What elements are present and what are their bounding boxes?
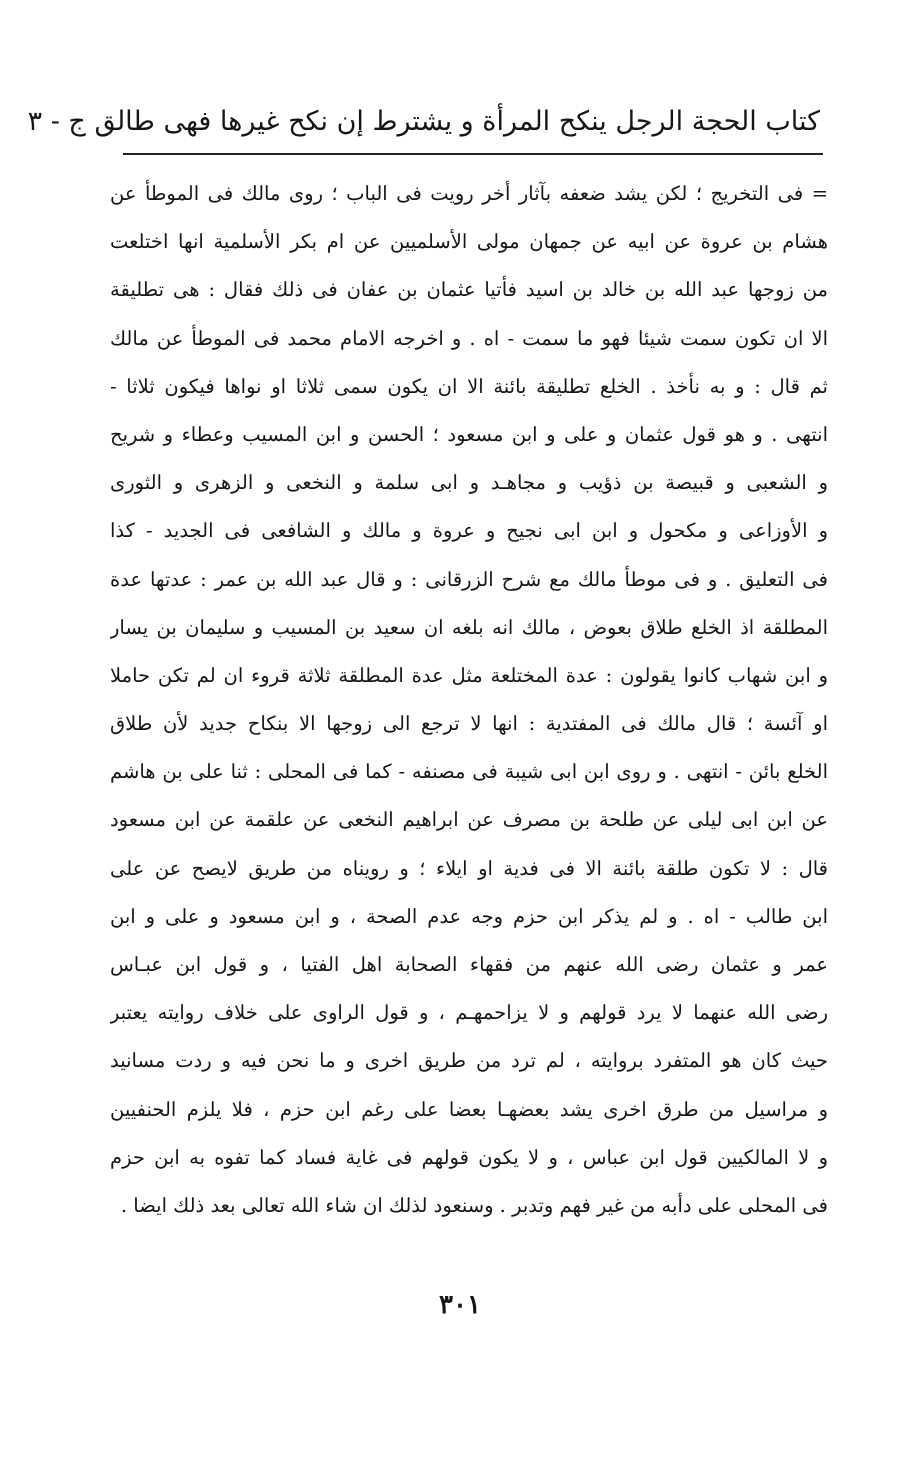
text-line: انتهى . و هو قول عثمان و على و ابن مسعود ؛ الحسن و ابن المسيب وعطاء و شريح — [110, 422, 828, 446]
text-line: الخلع بائن - انتهى . و روى ابن ابى شيبة فى مصنفه - كما فى المحلى : ثنا على بن هاشم — [110, 760, 828, 784]
text-line: فى التعليق . و فى موطأ مالك مع شرح الزرقانى : و قال عبد الله بن عمر : عدتها عدة — [110, 567, 828, 591]
text-line: و الشعبى و قبيصة بن ذؤيب و مجاهـد و ابى سلمة و النخعى و الزهرى و الثورى — [110, 471, 828, 495]
running-header: كتاب الحجة الرجل ينكح المرأة و يشترط إن نكح غيرها فهى طالق ج - ٣ — [27, 106, 820, 137]
page-number: ٣٠١ — [439, 1290, 481, 1320]
header-rule — [123, 153, 823, 155]
text-line: ابن طالب - اه . و لم يذكر ابن حزم وجه عدم الصحة ، و ابن مسعود و على و ابن — [110, 904, 828, 928]
text-line: و الأوزاعى و مكحول و ابن ابى نجيح و عروة و مالك و الشافعى فى الجديد - كذا — [110, 519, 828, 543]
text-line: عن ابن ابى ليلى عن طلحة بن مصرف عن ابراهيم النخعى عن علقمة عن ابن مسعود — [110, 808, 828, 832]
text-line: من زوجها عبد الله بن خالد بن اسيد فأتيا عثمان بن عفان فى ذلك فقال : هى تطليقة — [110, 278, 828, 302]
text-line: المطلقة اذ الخلع طلاق بعوض ، مالك انه بلغه ان سعيد بن المسيب و سليمان بن يسار — [110, 615, 828, 639]
text-line: رضى الله عنهما لا يرد قولهم و لا يزاحمهـم ، و قول الراوى على خلاف روايته يعتبر — [110, 1001, 828, 1025]
text-line: و ابن شهاب كانوا يقولون : عدة المختلعة مثل عدة المطلقة ثلاثة قروء ان لم تكن حاملا — [110, 663, 828, 687]
text-line: حيث كان هو المتفرد بروايته ، لم ترد من طريق اخرى و ما نحن فيه و ردت مسانيد — [110, 1049, 828, 1073]
text-line: عمر و عثمان رضى الله عنهم من فقهاء الصحابة اهل الفتيا ، و قول ابن عبـاس — [110, 953, 828, 976]
text-line: = فى التخريج ؛ لكن يشد ضعفه بآثار أخر رويت فى الباب ؛ روى مالك فى الموطأ عن — [110, 182, 828, 205]
text-line: هشام بن عروة عن ابيه عن جمهان مولى الأسلميين عن ام بكر الأسلمية انها اختلعت — [110, 230, 828, 254]
text-line: الا ان تكون سمت شيئا فهو ما سمت - اه . و اخرجه الامام محمد فى الموطأ عن مالك — [110, 326, 828, 350]
body-text — [110, 170, 828, 1230]
text-line: و لا المالكيين قول ابن عباس ، و لا يكون قولهم فى غاية فساد كما تفوه به ابن حزم — [110, 1145, 828, 1169]
text-line: ثم قال : و به نأخذ . الخلع تطليقة بائنة الا ان يكون سمى ثلاثا او نواها فيكون ثلاثا - — [110, 374, 828, 398]
text-line: او آئسة ؛ قال مالك فى المفتدية : انها لا ترجع الى زوجها الا بنكاح جديد لأن طلاق — [110, 712, 828, 736]
text-line: فى المحلى على دأبه من غير فهم وتدبر . وسنعود لذلك ان شاء الله تعالى بعد ذلك ايضا . — [120, 1193, 828, 1217]
text-line: و مراسيل من طرق اخرى يشد بعضهـا بعضا على رغم ابن حزم ، فلا يلزم الحنفيين — [110, 1097, 828, 1121]
text-line: قال : لا تكون طلقة بائنة الا فى فدية او ايلاء ؛ و رويناه من طريق لايصح عن على — [110, 856, 828, 880]
